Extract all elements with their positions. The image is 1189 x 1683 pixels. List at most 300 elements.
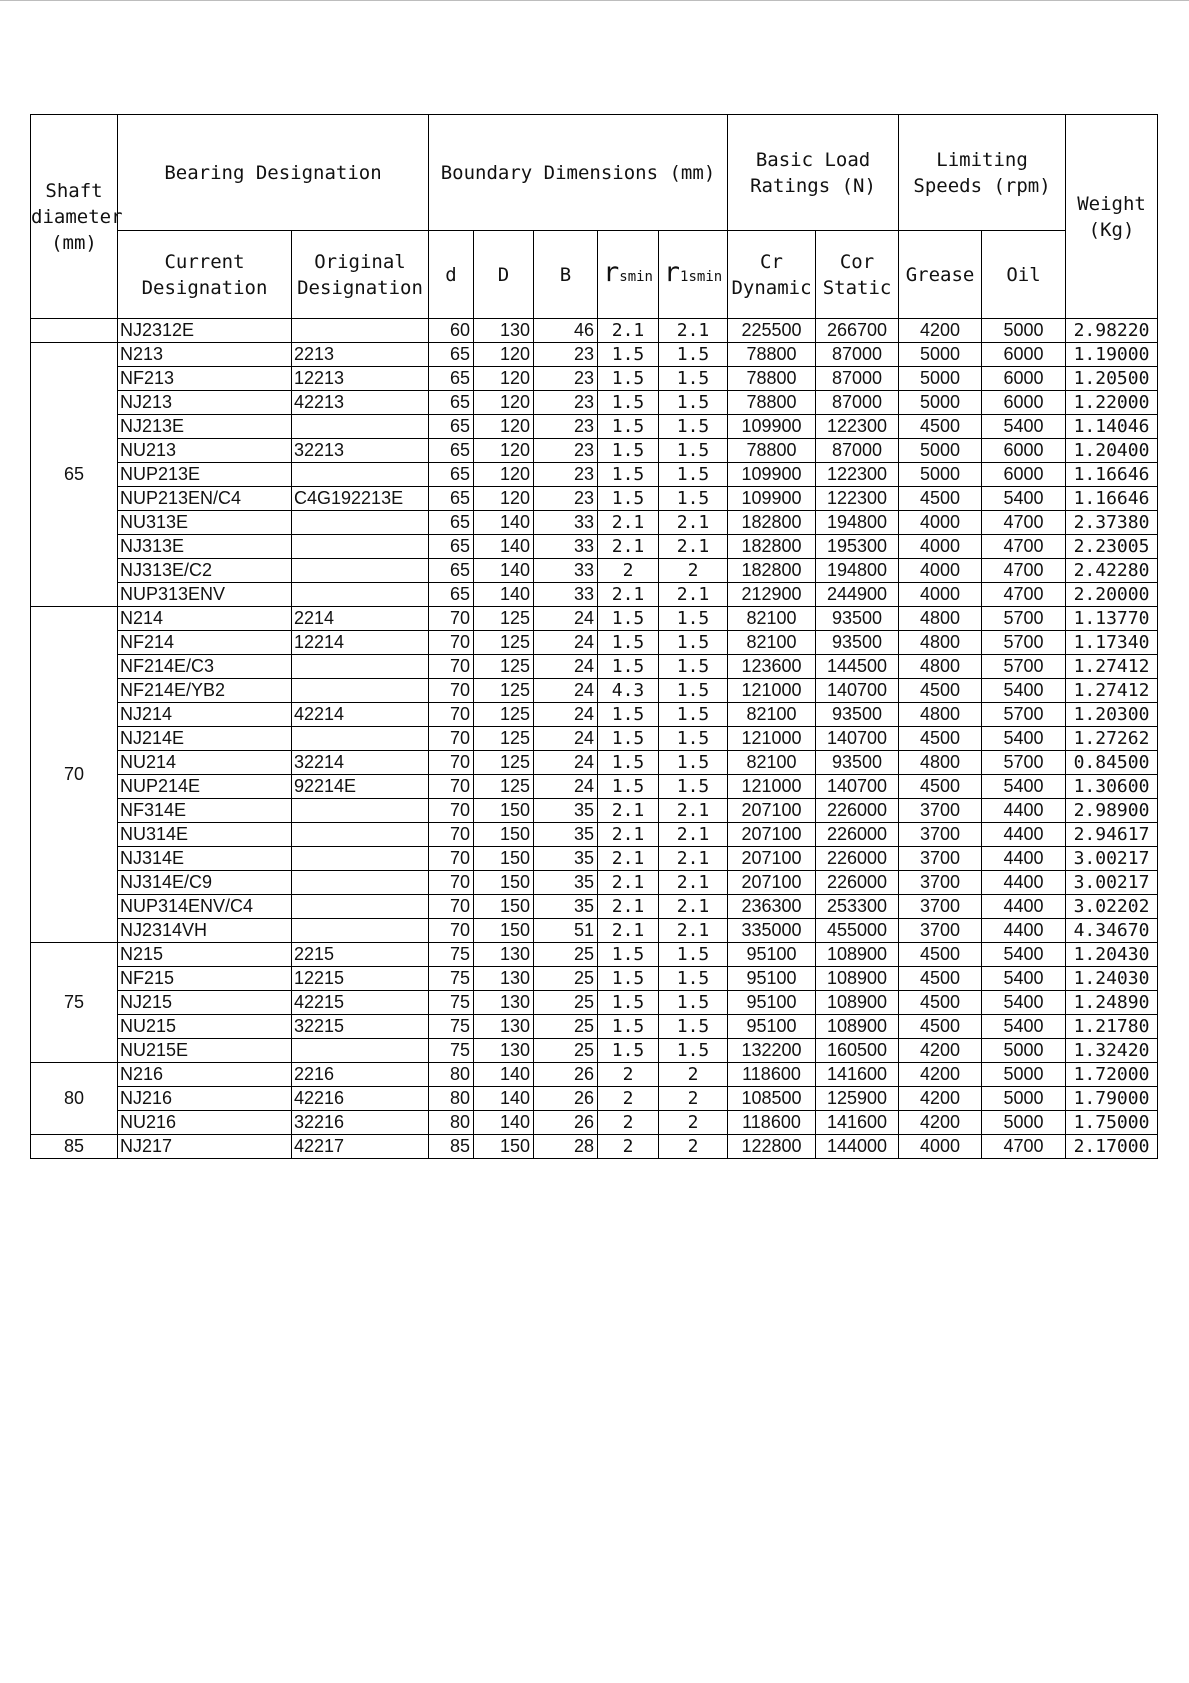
grease-speed-cell: 4800 — [899, 751, 982, 775]
header-weight: Weight (Kg) — [1066, 115, 1158, 319]
original-designation-cell — [292, 583, 429, 607]
r1smin-cell: 1.5 — [659, 463, 728, 487]
B-cell: 24 — [534, 607, 598, 631]
grease-speed-cell: 4200 — [899, 1111, 982, 1135]
grease-speed-cell: 4500 — [899, 991, 982, 1015]
weight-cell: 1.27412 — [1066, 655, 1158, 679]
r1smin-cell: 2.1 — [659, 799, 728, 823]
original-designation-cell: C4G192213E — [292, 487, 429, 511]
cr-dynamic-cell: 123600 — [728, 655, 816, 679]
D-cell: 130 — [474, 991, 534, 1015]
table-row — [31, 487, 1158, 511]
table-row — [31, 991, 1158, 1015]
table-row — [31, 871, 1158, 895]
rsmin-cell: 2.1 — [598, 823, 659, 847]
rsmin-cell: 2.1 — [598, 319, 659, 343]
r1smin-cell: 1.5 — [659, 343, 728, 367]
original-designation-cell: 42217 — [292, 1135, 429, 1159]
table-row — [31, 1135, 1158, 1159]
D-cell: 140 — [474, 559, 534, 583]
rsmin-cell: 1.5 — [598, 439, 659, 463]
cr-dynamic-cell: 132200 — [728, 1039, 816, 1063]
weight-cell: 1.16646 — [1066, 487, 1158, 511]
grease-speed-cell: 4200 — [899, 1063, 982, 1087]
d-cell: 65 — [429, 583, 474, 607]
current-designation-cell: NJ314E — [118, 847, 292, 871]
table-body — [31, 319, 1158, 1159]
r1smin-cell: 2.1 — [659, 871, 728, 895]
current-designation-cell: NU215E — [118, 1039, 292, 1063]
D-cell: 120 — [474, 439, 534, 463]
rsmin-cell: 1.5 — [598, 775, 659, 799]
d-cell: 70 — [429, 655, 474, 679]
oil-speed-cell: 6000 — [982, 343, 1066, 367]
original-designation-cell: 2213 — [292, 343, 429, 367]
table-row — [31, 319, 1158, 343]
grease-speed-cell: 4800 — [899, 655, 982, 679]
cor-static-cell: 141600 — [816, 1063, 899, 1087]
current-designation-cell: NF314E — [118, 799, 292, 823]
oil-speed-cell: 5000 — [982, 1087, 1066, 1111]
grease-speed-cell: 3700 — [899, 823, 982, 847]
grease-speed-cell: 4500 — [899, 415, 982, 439]
d-cell: 80 — [429, 1087, 474, 1111]
r1smin-cell: 2 — [659, 559, 728, 583]
rsmin-cell: 2 — [598, 559, 659, 583]
original-designation-cell — [292, 319, 429, 343]
cr-dynamic-cell: 78800 — [728, 391, 816, 415]
original-designation-cell: 12214 — [292, 631, 429, 655]
rsmin-cell: 2 — [598, 1111, 659, 1135]
B-cell: 28 — [534, 1135, 598, 1159]
r1smin-cell: 1.5 — [659, 439, 728, 463]
weight-cell: 1.17340 — [1066, 631, 1158, 655]
rsmin-cell: 2.1 — [598, 847, 659, 871]
r1smin-cell: 1.5 — [659, 967, 728, 991]
d-cell: 80 — [429, 1063, 474, 1087]
d-cell: 65 — [429, 559, 474, 583]
weight-cell: 1.75000 — [1066, 1111, 1158, 1135]
r1smin-cell: 2 — [659, 1111, 728, 1135]
oil-speed-cell: 5400 — [982, 1015, 1066, 1039]
current-designation-cell: NJ214E — [118, 727, 292, 751]
original-designation-cell: 42214 — [292, 703, 429, 727]
D-cell: 125 — [474, 775, 534, 799]
original-designation-cell — [292, 463, 429, 487]
table-row — [31, 415, 1158, 439]
cr-dynamic-cell: 82100 — [728, 631, 816, 655]
original-designation-cell: 2215 — [292, 943, 429, 967]
original-designation-cell: 2216 — [292, 1063, 429, 1087]
grease-speed-cell: 4500 — [899, 1015, 982, 1039]
cor-static-cell: 93500 — [816, 751, 899, 775]
cr-dynamic-cell: 225500 — [728, 319, 816, 343]
cor-static-cell: 140700 — [816, 679, 899, 703]
d-cell: 70 — [429, 607, 474, 631]
grease-speed-cell: 4500 — [899, 727, 982, 751]
r1smin-cell: 1.5 — [659, 703, 728, 727]
rsmin-subscript: smin — [619, 268, 653, 285]
weight-cell: 2.98220 — [1066, 319, 1158, 343]
current-designation-cell: NF213 — [118, 367, 292, 391]
cr-dynamic-cell: 207100 — [728, 823, 816, 847]
weight-cell: 2.94617 — [1066, 823, 1158, 847]
shaft-diameter-cell: 85 — [31, 1135, 118, 1159]
weight-cell: 4.34670 — [1066, 919, 1158, 943]
cr-dynamic-cell: 182800 — [728, 535, 816, 559]
cr-dynamic-cell: 82100 — [728, 703, 816, 727]
header-original-designation: Original Designation — [292, 231, 429, 319]
B-cell: 33 — [534, 583, 598, 607]
cr-dynamic-cell: 109900 — [728, 487, 816, 511]
table-row — [31, 439, 1158, 463]
r1smin-cell: 2.1 — [659, 919, 728, 943]
D-cell: 120 — [474, 463, 534, 487]
cor-static-cell: 140700 — [816, 727, 899, 751]
current-designation-cell: NU213 — [118, 439, 292, 463]
weight-cell: 1.24030 — [1066, 967, 1158, 991]
r1smin-symbol: r — [663, 256, 681, 288]
B-cell: 26 — [534, 1111, 598, 1135]
weight-cell: 0.84500 — [1066, 751, 1158, 775]
grease-speed-cell: 4500 — [899, 967, 982, 991]
B-cell: 51 — [534, 919, 598, 943]
header-cor-static: Cor Static — [816, 231, 899, 319]
B-cell: 23 — [534, 463, 598, 487]
weight-cell: 1.79000 — [1066, 1087, 1158, 1111]
original-designation-cell — [292, 1039, 429, 1063]
cr-dynamic-cell: 78800 — [728, 439, 816, 463]
d-cell: 65 — [429, 367, 474, 391]
r1smin-cell: 1.5 — [659, 487, 728, 511]
D-cell: 140 — [474, 535, 534, 559]
B-cell: 23 — [534, 415, 598, 439]
B-cell: 23 — [534, 343, 598, 367]
original-designation-cell: 42216 — [292, 1087, 429, 1111]
d-cell: 65 — [429, 439, 474, 463]
current-designation-cell: NF214 — [118, 631, 292, 655]
B-cell: 23 — [534, 439, 598, 463]
shaft-diameter-cell: 80 — [31, 1063, 118, 1135]
oil-speed-cell: 4700 — [982, 559, 1066, 583]
original-designation-cell — [292, 823, 429, 847]
header-limiting-speeds: Limiting Speeds (rpm) — [899, 115, 1066, 231]
D-cell: 150 — [474, 847, 534, 871]
d-cell: 75 — [429, 991, 474, 1015]
r1smin-cell: 1.5 — [659, 391, 728, 415]
B-cell: 33 — [534, 559, 598, 583]
table-row — [31, 679, 1158, 703]
grease-speed-cell: 3700 — [899, 895, 982, 919]
D-cell: 150 — [474, 1135, 534, 1159]
cor-static-cell: 195300 — [816, 535, 899, 559]
D-cell: 125 — [474, 679, 534, 703]
weight-cell: 3.00217 — [1066, 871, 1158, 895]
cr-dynamic-cell: 109900 — [728, 463, 816, 487]
weight-cell: 1.20400 — [1066, 439, 1158, 463]
weight-cell: 1.32420 — [1066, 1039, 1158, 1063]
grease-speed-cell: 4000 — [899, 535, 982, 559]
cor-static-cell: 266700 — [816, 319, 899, 343]
grease-speed-cell: 3700 — [899, 799, 982, 823]
weight-cell: 2.37380 — [1066, 511, 1158, 535]
rsmin-cell: 1.5 — [598, 415, 659, 439]
d-cell: 65 — [429, 511, 474, 535]
r1smin-cell: 1.5 — [659, 415, 728, 439]
B-cell: 23 — [534, 487, 598, 511]
oil-speed-cell: 4400 — [982, 895, 1066, 919]
grease-speed-cell: 4000 — [899, 1135, 982, 1159]
D-cell: 150 — [474, 799, 534, 823]
original-designation-cell — [292, 919, 429, 943]
rsmin-cell: 2.1 — [598, 871, 659, 895]
cor-static-cell: 108900 — [816, 943, 899, 967]
current-designation-cell: NJ2312E — [118, 319, 292, 343]
cor-static-cell: 226000 — [816, 799, 899, 823]
grease-speed-cell: 5000 — [899, 367, 982, 391]
D-cell: 120 — [474, 367, 534, 391]
weight-cell: 1.72000 — [1066, 1063, 1158, 1087]
grease-speed-cell: 4000 — [899, 583, 982, 607]
B-cell: 35 — [534, 871, 598, 895]
B-cell: 35 — [534, 799, 598, 823]
cr-dynamic-cell: 182800 — [728, 511, 816, 535]
B-cell: 25 — [534, 943, 598, 967]
rsmin-cell: 1.5 — [598, 463, 659, 487]
B-cell: 24 — [534, 679, 598, 703]
d-cell: 65 — [429, 391, 474, 415]
current-designation-cell: NJ313E/C2 — [118, 559, 292, 583]
weight-cell: 2.98900 — [1066, 799, 1158, 823]
bearing-table — [30, 114, 1158, 1159]
B-cell: 25 — [534, 1039, 598, 1063]
D-cell: 125 — [474, 655, 534, 679]
rsmin-cell: 2.1 — [598, 895, 659, 919]
r1smin-cell: 1.5 — [659, 631, 728, 655]
current-designation-cell: NJ217 — [118, 1135, 292, 1159]
grease-speed-cell: 5000 — [899, 463, 982, 487]
cr-dynamic-cell: 207100 — [728, 847, 816, 871]
rsmin-cell: 2.1 — [598, 511, 659, 535]
oil-speed-cell: 4400 — [982, 799, 1066, 823]
grease-speed-cell: 4500 — [899, 679, 982, 703]
cr-dynamic-cell: 335000 — [728, 919, 816, 943]
weight-cell: 1.20300 — [1066, 703, 1158, 727]
r1smin-cell: 2.1 — [659, 583, 728, 607]
D-cell: 140 — [474, 1087, 534, 1111]
r1smin-cell: 1.5 — [659, 727, 728, 751]
cor-static-cell: 108900 — [816, 967, 899, 991]
r1smin-cell: 2.1 — [659, 895, 728, 919]
shaft-diameter-cell: 75 — [31, 943, 118, 1063]
r1smin-cell: 1.5 — [659, 655, 728, 679]
weight-cell: 1.27412 — [1066, 679, 1158, 703]
cor-static-cell: 122300 — [816, 487, 899, 511]
weight-cell: 1.20430 — [1066, 943, 1158, 967]
cr-dynamic-cell: 78800 — [728, 343, 816, 367]
table-row — [31, 1015, 1158, 1039]
grease-speed-cell: 4800 — [899, 631, 982, 655]
table-row — [31, 919, 1158, 943]
D-cell: 150 — [474, 871, 534, 895]
d-cell: 75 — [429, 943, 474, 967]
d-cell: 70 — [429, 847, 474, 871]
current-designation-cell: N215 — [118, 943, 292, 967]
d-cell: 85 — [429, 1135, 474, 1159]
table-row — [31, 367, 1158, 391]
grease-speed-cell: 4000 — [899, 511, 982, 535]
B-cell: 33 — [534, 535, 598, 559]
table-row — [31, 343, 1158, 367]
B-cell: 25 — [534, 991, 598, 1015]
D-cell: 130 — [474, 1015, 534, 1039]
oil-speed-cell: 5000 — [982, 1063, 1066, 1087]
original-designation-cell: 2214 — [292, 607, 429, 631]
oil-speed-cell: 5400 — [982, 775, 1066, 799]
r1smin-cell: 2.1 — [659, 823, 728, 847]
rsmin-cell: 1.5 — [598, 391, 659, 415]
oil-speed-cell: 5400 — [982, 679, 1066, 703]
cor-static-cell: 244900 — [816, 583, 899, 607]
cor-static-cell: 144500 — [816, 655, 899, 679]
d-cell: 65 — [429, 343, 474, 367]
D-cell: 125 — [474, 631, 534, 655]
current-designation-cell: N216 — [118, 1063, 292, 1087]
oil-speed-cell: 5700 — [982, 607, 1066, 631]
oil-speed-cell: 6000 — [982, 463, 1066, 487]
r1smin-cell: 2.1 — [659, 535, 728, 559]
d-cell: 75 — [429, 1015, 474, 1039]
original-designation-cell — [292, 895, 429, 919]
r1smin-cell: 2.1 — [659, 847, 728, 871]
cor-static-cell: 253300 — [816, 895, 899, 919]
header-oil: Oil — [982, 231, 1066, 319]
oil-speed-cell: 5400 — [982, 415, 1066, 439]
rsmin-cell: 1.5 — [598, 607, 659, 631]
cr-dynamic-cell: 207100 — [728, 871, 816, 895]
rsmin-cell: 1.5 — [598, 967, 659, 991]
rsmin-cell: 1.5 — [598, 487, 659, 511]
D-cell: 120 — [474, 415, 534, 439]
cor-static-cell: 93500 — [816, 703, 899, 727]
oil-speed-cell: 4700 — [982, 1135, 1066, 1159]
weight-cell: 2.42280 — [1066, 559, 1158, 583]
current-designation-cell: NU214 — [118, 751, 292, 775]
oil-speed-cell: 5400 — [982, 943, 1066, 967]
cor-static-cell: 87000 — [816, 367, 899, 391]
rsmin-cell: 2.1 — [598, 535, 659, 559]
current-designation-cell: NU216 — [118, 1111, 292, 1135]
r1smin-cell: 1.5 — [659, 751, 728, 775]
grease-speed-cell: 5000 — [899, 439, 982, 463]
cr-dynamic-cell: 212900 — [728, 583, 816, 607]
cor-static-cell: 87000 — [816, 343, 899, 367]
cor-static-cell: 194800 — [816, 559, 899, 583]
header-B: B — [534, 231, 598, 319]
D-cell: 150 — [474, 895, 534, 919]
current-designation-cell: NU314E — [118, 823, 292, 847]
d-cell: 70 — [429, 919, 474, 943]
table-row — [31, 559, 1158, 583]
weight-cell: 1.22000 — [1066, 391, 1158, 415]
r1smin-cell: 1.5 — [659, 367, 728, 391]
weight-cell: 1.27262 — [1066, 727, 1158, 751]
D-cell: 140 — [474, 583, 534, 607]
rsmin-cell: 2.1 — [598, 583, 659, 607]
B-cell: 24 — [534, 703, 598, 727]
header-D: D — [474, 231, 534, 319]
oil-speed-cell: 5700 — [982, 655, 1066, 679]
current-designation-cell: N213 — [118, 343, 292, 367]
oil-speed-cell: 5700 — [982, 631, 1066, 655]
weight-cell: 1.20500 — [1066, 367, 1158, 391]
d-cell: 70 — [429, 679, 474, 703]
cr-dynamic-cell: 207100 — [728, 799, 816, 823]
original-designation-cell: 32213 — [292, 439, 429, 463]
oil-speed-cell: 4400 — [982, 871, 1066, 895]
grease-speed-cell: 4500 — [899, 487, 982, 511]
current-designation-cell: NJ216 — [118, 1087, 292, 1111]
cor-static-cell: 194800 — [816, 511, 899, 535]
cr-dynamic-cell: 78800 — [728, 367, 816, 391]
cor-static-cell: 226000 — [816, 823, 899, 847]
cr-dynamic-cell: 122800 — [728, 1135, 816, 1159]
oil-speed-cell: 6000 — [982, 439, 1066, 463]
cor-static-cell: 108900 — [816, 991, 899, 1015]
weight-cell: 1.13770 — [1066, 607, 1158, 631]
D-cell: 120 — [474, 391, 534, 415]
header-boundary-dimensions: Boundary Dimensions (mm) — [429, 115, 728, 231]
cr-dynamic-cell: 109900 — [728, 415, 816, 439]
weight-cell: 2.17000 — [1066, 1135, 1158, 1159]
rsmin-symbol: r — [603, 256, 620, 288]
cr-dynamic-cell: 95100 — [728, 1015, 816, 1039]
grease-speed-cell: 3700 — [899, 847, 982, 871]
table-row — [31, 1087, 1158, 1111]
top-border-line — [0, 0, 1189, 1]
r1smin-cell: 1.5 — [659, 679, 728, 703]
d-cell: 65 — [429, 463, 474, 487]
cor-static-cell: 144000 — [816, 1135, 899, 1159]
d-cell: 70 — [429, 751, 474, 775]
cor-static-cell: 125900 — [816, 1087, 899, 1111]
current-designation-cell: NJ2314VH — [118, 919, 292, 943]
cor-static-cell: 108900 — [816, 1015, 899, 1039]
table-row — [31, 895, 1158, 919]
B-cell: 24 — [534, 775, 598, 799]
rsmin-cell: 1.5 — [598, 655, 659, 679]
r1smin-cell: 2.1 — [659, 319, 728, 343]
cor-static-cell: 93500 — [816, 607, 899, 631]
current-designation-cell: NU313E — [118, 511, 292, 535]
original-designation-cell — [292, 655, 429, 679]
rsmin-cell: 2.1 — [598, 799, 659, 823]
B-cell: 35 — [534, 823, 598, 847]
grease-speed-cell: 4800 — [899, 607, 982, 631]
cr-dynamic-cell: 95100 — [728, 943, 816, 967]
shaft-diameter-cell: 70 — [31, 607, 118, 943]
bearing-spec-sheet — [30, 114, 1158, 1159]
D-cell: 130 — [474, 943, 534, 967]
table-row — [31, 1063, 1158, 1087]
header-d: d — [429, 231, 474, 319]
original-designation-cell — [292, 559, 429, 583]
cor-static-cell: 141600 — [816, 1111, 899, 1135]
r1smin-cell: 2 — [659, 1087, 728, 1111]
current-designation-cell: NF215 — [118, 967, 292, 991]
table-header — [31, 115, 1158, 319]
d-cell: 70 — [429, 799, 474, 823]
